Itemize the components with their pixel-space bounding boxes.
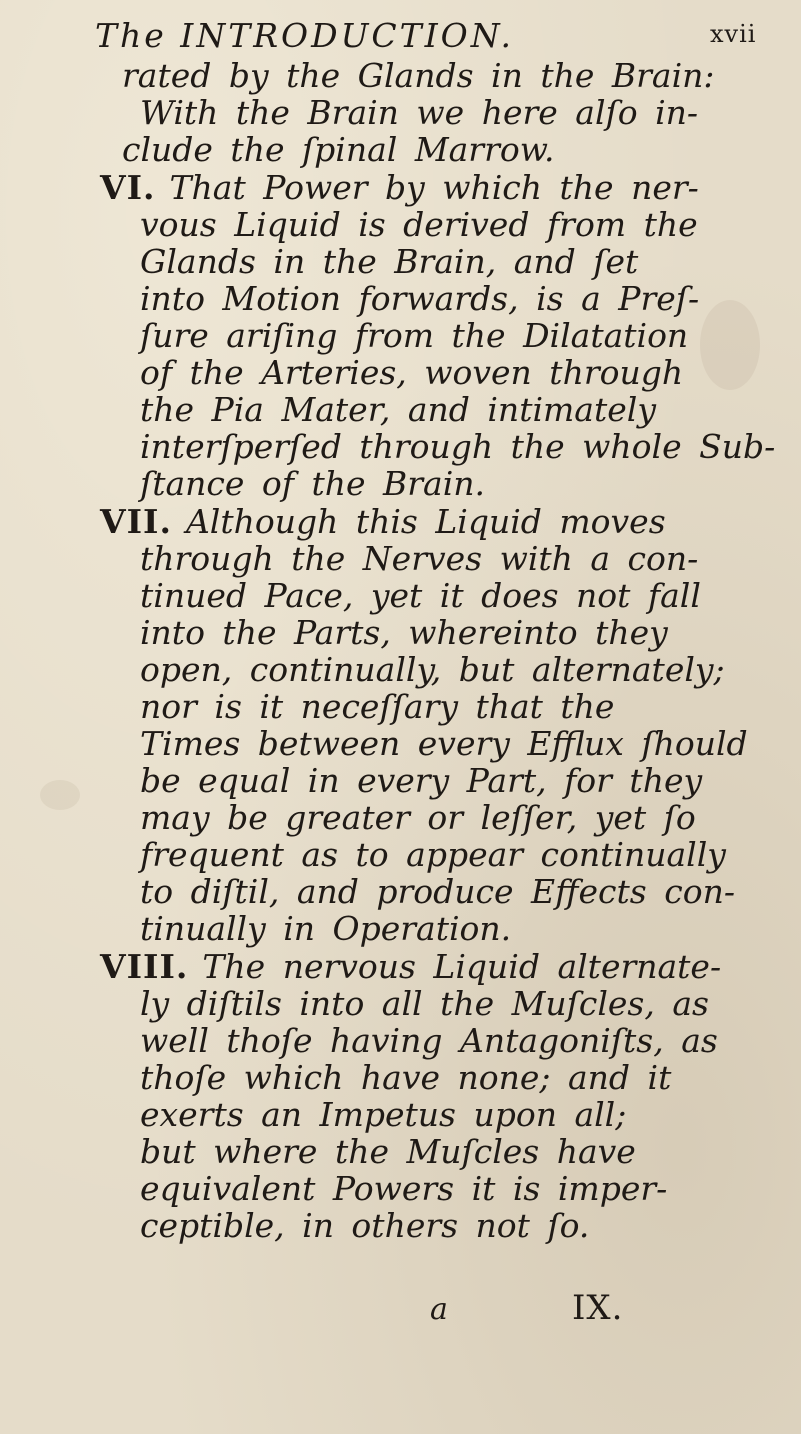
text-line: but where the Muſcles have [140, 1132, 636, 1171]
text-line: ly diſtils into all the Muſcles, as [140, 984, 709, 1023]
text-line: through the Nerves with a con- [140, 539, 699, 578]
text-line: ſtance of the Brain. [140, 464, 486, 503]
paper-stain [700, 300, 760, 390]
text-line: exerts an Impetus upon all; [140, 1095, 627, 1134]
text-line: tinually in Operation. [140, 909, 512, 948]
text-line: may be greater or leſſer, yet ſo [140, 798, 696, 837]
text-line: be equal in every Part, for they [140, 761, 703, 800]
signature-mark: a [430, 1292, 448, 1327]
page-footer [0, 1288, 801, 1336]
text-line: to diſtil, and produce Effects con- [140, 872, 735, 911]
text-line: into the Parts, whereinto they [140, 613, 668, 652]
text-line: ſure ariſing from the Dilatation [140, 316, 689, 355]
text-line: the Pia Mater, and intimately [140, 390, 656, 429]
section-numeral: VIII. [100, 947, 189, 986]
section-numeral: VII. [100, 502, 172, 541]
section-viii-line: VIII. The nervous Liquid alternate- [100, 947, 722, 986]
text-line: well thoſe having Antagoniſts, as [140, 1021, 718, 1060]
running-title: The INTRODUCTION. [95, 16, 514, 55]
text-line: With the Brain we here alſo in- [140, 93, 699, 132]
text-line: into Motion forwards, is a Preſ- [140, 279, 700, 318]
text-line: clude the ſpinal Marrow. [122, 130, 555, 169]
section-vii-line: VII. Although this Liquid moves [100, 502, 666, 541]
text-line: open, continually, but alternately; [140, 650, 725, 689]
text-line: Times between every Efflux ſhould [140, 724, 748, 763]
text-line: ceptible, in others not ſo. [140, 1206, 590, 1245]
catchword: IX. [572, 1288, 624, 1328]
text-line: rated by the Glands in the Brain: [122, 56, 715, 95]
text-line: thoſe which have none; and it [140, 1058, 672, 1097]
section-numeral: VI. [100, 168, 156, 207]
page-header [95, 16, 795, 60]
text-line: interſperſed through the whole Sub- [140, 427, 776, 466]
page-number: xvii [710, 20, 757, 48]
text-line: tinued Pace, yet it does not fall [140, 576, 701, 615]
text-line: Glands in the Brain, and ſet [140, 242, 639, 281]
text-line: equivalent Powers it is imper- [140, 1169, 668, 1208]
text-line: of the Arteries, woven through [140, 353, 684, 392]
text-line: nor is it neceſſary that the [140, 687, 615, 726]
text-line: vous Liquid is derived from the [140, 205, 698, 244]
text-line: frequent as to appear continually [140, 835, 726, 874]
paper-stain [40, 780, 80, 810]
section-vi-line: VI. That Power by which the ner- [100, 168, 699, 207]
